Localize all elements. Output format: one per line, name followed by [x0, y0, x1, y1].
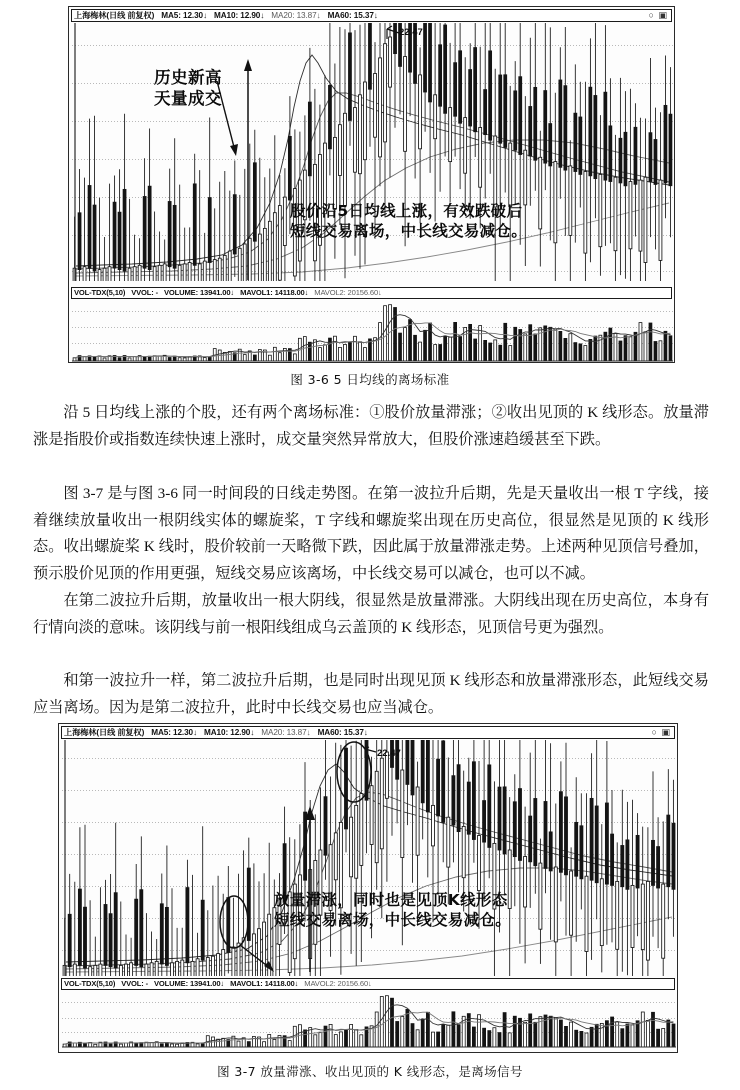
paragraph-1-text: 沿 5 日均线上涨的个股，还有两个离场标准：①股价放量滞涨；②收出见顶的 K 线形态。放量滞涨是指股价或指数连续快速上涨时，成交量突然异常放大，但股价涨速趋缓甚至下跌。 — [33, 404, 709, 448]
historic-high-note — [154, 67, 222, 110]
price-peak-label-2: 22.47 — [377, 748, 401, 759]
mavol2-label-2: MAVOL2: 20156.60↓ — [304, 979, 372, 988]
chart-symbol-label-2: 上海梅林(日线 前复权) — [64, 728, 145, 737]
price-peak-pointer-2 — [363, 746, 381, 760]
ma20-label: MA20: 13.87↓ — [271, 11, 321, 20]
caption-figure-3-7: 图 3-7 放量滞涨、收出见顶的 K 线形态，是离场信号 — [217, 1064, 523, 1079]
mavol1-label-2: MAVOL1: 14118.00↓ — [230, 979, 299, 988]
chart-window-icons-2[interactable]: ○ ▣ — [651, 727, 671, 737]
price-peak-label: 22.47 — [399, 27, 423, 38]
chart-panel-figure-3-7[interactable] — [58, 723, 678, 1053]
mavol2-label: MAVOL2: 20156.60↓ — [314, 288, 382, 297]
exit-rule-note-line2: 短线交易离场，中长线交易减仓。 — [290, 222, 528, 241]
body-paragraph-2 — [33, 481, 709, 587]
volume-header-bar — [71, 287, 672, 299]
paragraph-3-text: 在第二波拉升后期，放量收出一根大阴线，很显然是放量滞涨。大阴线出现在历史高位，本身有行情向淡的意味。该阴线与前一根阳线组成乌云盖顶的 K 线形态，见顶信号更为强烈。 — [33, 592, 709, 636]
chart-window-icons[interactable]: ○ ▣ — [648, 10, 668, 20]
chart-panel-figure-3-6[interactable] — [68, 6, 675, 363]
stagnation-note — [274, 890, 511, 930]
exit-rule-note — [290, 201, 527, 241]
body-paragraph-3 — [33, 588, 709, 641]
ma5-label-2: MA5: 12.30↓ — [151, 728, 197, 737]
volume-bar-series — [73, 305, 672, 361]
candlestick-series — [73, 23, 672, 281]
candlestick-series-2 — [63, 740, 675, 976]
stagnation-note-line2: 短线交易离场，中长线交易减仓。 — [274, 911, 512, 930]
paragraph-4-text: 和第一波拉升一样，第二波拉升后期，也是同时出现见顶 K 线形态和放量滞涨形态，此短线交易应当离场。因为是第二波拉升，此时中长线交易也应当减仓。 — [33, 672, 709, 716]
volume-bar-series-2 — [63, 996, 675, 1047]
left-axis-ticks-2 — [62, 740, 69, 1052]
vvol-label-2: VVOL: - — [121, 979, 149, 988]
volume-indicator-label: VOL-TDX(5,10) — [74, 288, 126, 297]
mavol1-label: MAVOL1: 14118.00↓ — [240, 288, 309, 297]
caption-figure-3-6: 图 3-6 5 日均线的离场标准 — [290, 372, 450, 387]
body-paragraph-1 — [33, 400, 709, 453]
historic-high-note-line2: 天量成交 — [154, 89, 222, 109]
chart-header-bar — [71, 9, 672, 22]
vvol-label: VVOL: - — [131, 288, 159, 297]
chart-symbol-label: 上海梅林(日线 前复权) — [74, 11, 155, 20]
stagnation-note-line1: 放量滞涨，同时也是见顶K线形态 — [274, 891, 508, 909]
ma10-label: MA10: 12.90↓ — [214, 11, 265, 20]
price-peak-pointer — [385, 25, 405, 41]
chart-header-bar-2 — [61, 726, 675, 739]
ma60-label: MA60: 15.37↓ — [327, 11, 378, 20]
volume-plot-figure-3-6 — [72, 301, 673, 363]
body-paragraph-4 — [33, 668, 709, 721]
volume-value-label: VOLUME: 13941.00↓ — [164, 288, 235, 297]
price-plot-figure-3-7 — [62, 740, 676, 976]
paragraph-2-text: 图 3-7 是与图 3-6 同一时间段的日线走势图。在第一波拉升后期，先是天量收出一根 T 字线，接着继续放量收出一根阴线实体的螺旋桨，T 字线和螺旋桨出现在历史高位，很显然是见顶的 K 线形态。收出螺旋桨 K 线时，股价较前一天略微下跌，因此属于放量滞涨走势。上述两种见顶信号叠加，预示股价见顶的作用更强，短线交易应该离场，中长线交易可以减仓，也可以不减。 — [33, 485, 709, 582]
volume-header-bar-2 — [61, 978, 675, 990]
ma20-label-2: MA20: 13.87↓ — [261, 728, 311, 737]
price-plot-figure-3-6 — [72, 23, 673, 281]
volume-value-label-2: VOLUME: 13941.00↓ — [154, 979, 225, 988]
volume-indicator-label-2: VOL-TDX(5,10) — [64, 979, 116, 988]
left-axis-ticks — [72, 23, 79, 363]
volume-plot-figure-3-7 — [62, 992, 676, 1050]
historic-high-note-line1: 历史新高 — [154, 68, 222, 87]
exit-rule-note-line1: 股价沿5日均线上涨，有效跌破后 — [290, 202, 523, 220]
ma10-label-2: MA10: 12.90↓ — [204, 728, 255, 737]
ma60-label-2: MA60: 15.37↓ — [317, 728, 368, 737]
ma5-label: MA5: 12.30↓ — [161, 11, 207, 20]
